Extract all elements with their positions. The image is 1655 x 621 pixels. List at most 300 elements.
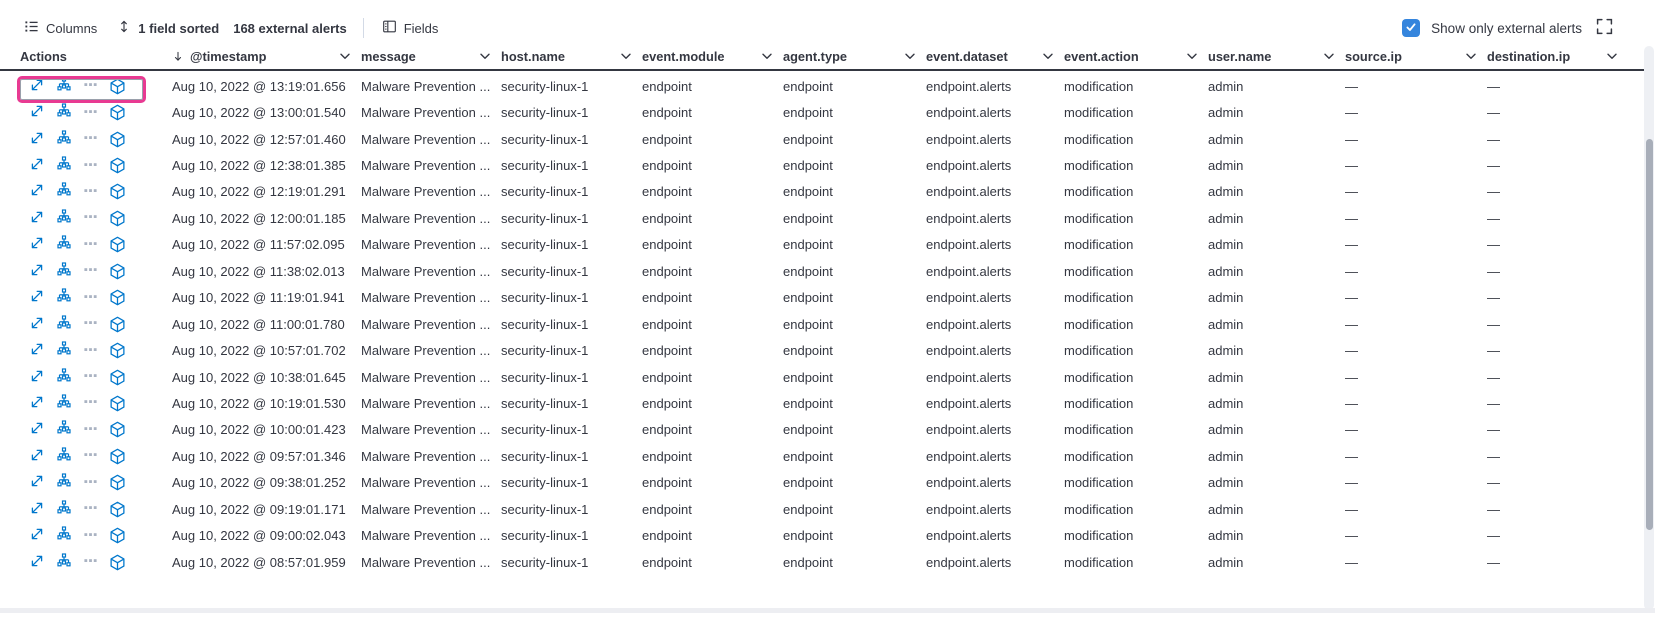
row-actions-cell [0, 526, 172, 545]
cell-event-action: modification [1064, 369, 1134, 385]
cell-event-action: modification [1064, 263, 1134, 279]
table-row [0, 258, 1644, 284]
chevron-down-icon [1043, 53, 1053, 60]
chevron-down-icon [621, 53, 631, 60]
analyze-event-button[interactable] [56, 182, 72, 201]
expand-event-button[interactable] [29, 77, 45, 96]
cell-timestamp: Aug 10, 2022 @ 11:57:02.095 [172, 237, 345, 253]
expand-icon [29, 473, 45, 492]
expand-event-button[interactable] [29, 156, 45, 175]
cell-message: Malware Prevention ... [361, 290, 491, 306]
cell-user-name: admin [1208, 395, 1244, 411]
cell-event-dataset: endpoint.alerts [926, 395, 1012, 411]
analyze-event-button[interactable] [56, 447, 72, 466]
expand-icon [29, 77, 45, 96]
cell-message: Malware Prevention ... [361, 554, 491, 570]
cell-event-dataset: endpoint.alerts [926, 475, 1012, 491]
vertical-scrollbar-thumb[interactable] [1646, 139, 1653, 530]
cell-message: Malware Prevention ... [361, 528, 491, 544]
cell-agent-type: endpoint [783, 263, 833, 279]
more-actions-button[interactable] [83, 262, 98, 280]
sort-desc-arrow-icon [172, 50, 184, 63]
column-header-timestamp[interactable] [172, 44, 361, 69]
sorted-fields-button[interactable] [117, 19, 219, 37]
analyze-event-icon [56, 473, 72, 492]
columns-button[interactable] [24, 19, 97, 37]
cell-event-dataset: endpoint.alerts [926, 184, 1012, 200]
analyze-event-icon [56, 526, 72, 545]
cell-source-ip: — [1345, 422, 1358, 438]
table-row [0, 232, 1644, 258]
fullscreen-icon [1596, 18, 1613, 38]
more-actions-icon [83, 104, 98, 122]
more-actions-button[interactable] [83, 130, 98, 148]
cell-event-action: modification [1064, 475, 1134, 491]
package-icon [109, 210, 126, 227]
cell-destination-ip: — [1487, 501, 1500, 517]
cell-timestamp: Aug 10, 2022 @ 12:00:01.185 [172, 210, 346, 226]
expand-event-button[interactable] [29, 500, 45, 519]
cell-host-name: security-linux-1 [501, 263, 589, 279]
table-row [0, 73, 1644, 99]
expand-event-button[interactable] [29, 262, 45, 281]
cell-event-module: endpoint [642, 105, 692, 121]
table-row [0, 364, 1644, 390]
cell-agent-type: endpoint [783, 290, 833, 306]
more-actions-button[interactable] [83, 104, 98, 122]
sorted-fields-label: 1 field sorted [138, 20, 220, 36]
analyze-event-button[interactable] [56, 77, 72, 96]
row-actions-cell [0, 209, 172, 228]
cell-event-dataset: endpoint.alerts [926, 210, 1012, 226]
column-header-label: agent.type [783, 49, 847, 64]
table-row [0, 390, 1644, 416]
cell-event-dataset: endpoint.alerts [926, 290, 1012, 306]
package-icon [109, 342, 126, 359]
cell-event-module: endpoint [642, 422, 692, 438]
cell-message: Malware Prevention ... [361, 343, 491, 359]
column-header-eventaction[interactable] [1064, 44, 1208, 69]
package-icon [109, 131, 126, 148]
cell-agent-type: endpoint [783, 448, 833, 464]
more-actions-button[interactable] [83, 474, 98, 492]
analyze-event-button[interactable] [56, 130, 72, 149]
more-actions-icon [83, 421, 98, 439]
cell-user-name: admin [1208, 316, 1244, 332]
cell-source-ip: — [1345, 316, 1358, 332]
cell-event-action: modification [1064, 316, 1134, 332]
list-icon [24, 19, 39, 37]
cell-user-name: admin [1208, 422, 1244, 438]
cell-user-name: admin [1208, 369, 1244, 385]
package-icon [109, 316, 126, 333]
expand-icon [29, 447, 45, 466]
show-only-external-alerts-checkbox[interactable] [1402, 19, 1420, 37]
cell-event-module: endpoint [642, 263, 692, 279]
analyze-event-icon [56, 420, 72, 439]
cell-source-ip: — [1345, 78, 1358, 94]
table-row [0, 522, 1644, 548]
cell-user-name: admin [1208, 263, 1244, 279]
cell-event-dataset: endpoint.alerts [926, 343, 1012, 359]
cell-host-name: security-linux-1 [501, 448, 589, 464]
more-actions-button[interactable] [83, 77, 98, 95]
cell-message: Malware Prevention ... [361, 316, 491, 332]
column-header-username[interactable] [1208, 44, 1345, 69]
more-actions-icon [83, 236, 98, 254]
expand-icon [29, 500, 45, 519]
cell-timestamp: Aug 10, 2022 @ 13:00:01.540 [172, 105, 346, 121]
chevron-down-icon [1187, 53, 1197, 60]
table-row [0, 417, 1644, 443]
expand-icon [29, 341, 45, 360]
more-actions-button[interactable] [83, 421, 98, 439]
cell-host-name: security-linux-1 [501, 105, 589, 121]
cell-destination-ip: — [1487, 316, 1500, 332]
analyze-event-icon [56, 103, 72, 122]
column-header-eventmodule[interactable] [642, 44, 783, 69]
cell-destination-ip: — [1487, 210, 1500, 226]
expand-event-button[interactable] [29, 394, 45, 413]
chevron-down-icon [1324, 53, 1334, 60]
column-header-sourceip[interactable] [1345, 44, 1487, 69]
cell-host-name: security-linux-1 [501, 210, 589, 226]
cell-agent-type: endpoint [783, 422, 833, 438]
expand-event-button[interactable] [29, 420, 45, 439]
package-icon [109, 236, 126, 253]
expand-icon [29, 262, 45, 281]
cell-agent-type: endpoint [783, 501, 833, 517]
expand-event-button[interactable] [29, 315, 45, 334]
more-actions-button[interactable] [83, 236, 98, 254]
cell-destination-ip: — [1487, 78, 1500, 94]
cell-timestamp: Aug 10, 2022 @ 10:00:01.423 [172, 422, 346, 438]
show-only-external-alerts-label: Show only external alerts [1431, 20, 1582, 36]
row-actions-cell [0, 288, 172, 307]
more-actions-icon [83, 394, 98, 412]
chevron-down-icon [905, 53, 915, 60]
cell-destination-ip: — [1487, 105, 1500, 121]
cell-event-module: endpoint [642, 448, 692, 464]
cell-event-dataset: endpoint.alerts [926, 78, 1012, 94]
table-fields-icon [382, 19, 397, 37]
cell-event-dataset: endpoint.alerts [926, 369, 1012, 385]
cell-user-name: admin [1208, 290, 1244, 306]
cell-event-module: endpoint [642, 184, 692, 200]
cell-event-action: modification [1064, 158, 1134, 174]
column-header-label: source.ip [1345, 49, 1402, 64]
cell-agent-type: endpoint [783, 237, 833, 253]
column-header-agenttype[interactable] [783, 44, 926, 69]
cell-host-name: security-linux-1 [501, 554, 589, 570]
cell-agent-type: endpoint [783, 475, 833, 491]
cell-user-name: admin [1208, 105, 1244, 121]
row-actions-cell [0, 103, 172, 122]
cell-timestamp: Aug 10, 2022 @ 09:00:02.043 [172, 528, 346, 544]
column-header-actions [0, 44, 172, 69]
analyze-event-button[interactable] [56, 288, 72, 307]
cell-message: Malware Prevention ... [361, 237, 491, 253]
vertical-scrollbar-track[interactable] [1644, 46, 1654, 610]
more-actions-button[interactable] [83, 342, 98, 360]
expand-icon [29, 394, 45, 413]
more-actions-button[interactable] [83, 183, 98, 201]
analyze-event-button[interactable] [56, 209, 72, 228]
expand-icon [29, 315, 45, 334]
more-actions-button[interactable] [83, 500, 98, 518]
column-header-label: event.action [1064, 49, 1139, 64]
cell-user-name: admin [1208, 528, 1244, 544]
more-actions-icon [83, 500, 98, 518]
row-actions-cell [0, 315, 172, 334]
analyze-event-icon [56, 130, 72, 149]
row-actions-cell [0, 182, 172, 201]
cell-message: Malware Prevention ... [361, 501, 491, 517]
package-icon [109, 527, 126, 544]
cell-timestamp: Aug 10, 2022 @ 12:38:01.385 [172, 158, 346, 174]
analyze-event-button[interactable] [56, 103, 72, 122]
expand-icon [29, 420, 45, 439]
cell-timestamp: Aug 10, 2022 @ 09:57:01.346 [172, 448, 346, 464]
fullscreen-button[interactable] [1596, 18, 1613, 38]
more-actions-icon [83, 289, 98, 307]
cell-timestamp: Aug 10, 2022 @ 10:19:01.530 [172, 395, 346, 411]
column-header-label: event.module [642, 49, 725, 64]
cell-destination-ip: — [1487, 395, 1500, 411]
cell-source-ip: — [1345, 501, 1358, 517]
cell-host-name: security-linux-1 [501, 528, 589, 544]
cell-event-action: modification [1064, 290, 1134, 306]
cell-user-name: admin [1208, 554, 1244, 570]
column-header-hostname[interactable] [501, 44, 642, 69]
cell-user-name: admin [1208, 210, 1244, 226]
cell-message: Malware Prevention ... [361, 475, 491, 491]
analyze-event-button[interactable] [56, 341, 72, 360]
cell-user-name: admin [1208, 448, 1244, 464]
cell-event-module: endpoint [642, 501, 692, 517]
chevron-down-icon [1466, 53, 1476, 60]
package-icon [109, 421, 126, 438]
cell-message: Malware Prevention ... [361, 158, 491, 174]
cell-source-ip: — [1345, 369, 1358, 385]
cell-host-name: security-linux-1 [501, 422, 589, 438]
analyze-event-button[interactable] [56, 394, 72, 413]
package-icon [109, 263, 126, 280]
cell-destination-ip: — [1487, 184, 1500, 200]
column-header-label: user.name [1208, 49, 1272, 64]
analyze-event-icon [56, 368, 72, 387]
cell-destination-ip: — [1487, 369, 1500, 385]
expand-icon [29, 209, 45, 228]
expand-icon [29, 103, 45, 122]
package-icon [109, 78, 126, 95]
cell-event-dataset: endpoint.alerts [926, 263, 1012, 279]
row-actions-cell [0, 77, 172, 96]
cell-agent-type: endpoint [783, 105, 833, 121]
expand-icon [29, 182, 45, 201]
row-actions-cell [0, 553, 172, 572]
analyze-event-button[interactable] [56, 235, 72, 254]
cell-message: Malware Prevention ... [361, 448, 491, 464]
more-actions-button[interactable] [83, 447, 98, 465]
analyze-event-icon [56, 447, 72, 466]
analyze-event-button[interactable] [56, 315, 72, 334]
cell-user-name: admin [1208, 131, 1244, 147]
cell-timestamp: Aug 10, 2022 @ 11:19:01.941 [172, 290, 345, 306]
analyze-event-icon [56, 500, 72, 519]
cell-source-ip: — [1345, 105, 1358, 121]
cell-timestamp: Aug 10, 2022 @ 09:38:01.252 [172, 475, 346, 491]
cell-source-ip: — [1345, 290, 1358, 306]
cell-agent-type: endpoint [783, 184, 833, 200]
analyze-event-icon [56, 288, 72, 307]
cell-agent-type: endpoint [783, 131, 833, 147]
expand-icon [29, 156, 45, 175]
more-actions-icon [83, 342, 98, 360]
column-header-destinationip[interactable] [1487, 44, 1628, 69]
more-actions-button[interactable] [83, 394, 98, 412]
cell-event-action: modification [1064, 210, 1134, 226]
analyze-event-button[interactable] [56, 262, 72, 281]
expand-icon [29, 130, 45, 149]
cell-event-dataset: endpoint.alerts [926, 448, 1012, 464]
expand-event-button[interactable] [29, 341, 45, 360]
columns-button-label: Columns [46, 20, 98, 36]
expand-event-button[interactable] [29, 209, 45, 228]
more-actions-button[interactable] [83, 553, 98, 571]
cell-host-name: security-linux-1 [501, 316, 589, 332]
cell-user-name: admin [1208, 237, 1244, 253]
analyze-event-icon [56, 182, 72, 201]
expand-event-button[interactable] [29, 368, 45, 387]
expand-icon [29, 526, 45, 545]
more-actions-button[interactable] [83, 157, 98, 175]
more-actions-icon [83, 157, 98, 175]
analyze-event-button[interactable] [56, 368, 72, 387]
cell-host-name: security-linux-1 [501, 131, 589, 147]
column-header-label: host.name [501, 49, 565, 64]
table-header-row [0, 44, 1644, 71]
more-actions-button[interactable] [83, 289, 98, 307]
cell-timestamp: Aug 10, 2022 @ 09:19:01.171 [172, 501, 346, 517]
cell-agent-type: endpoint [783, 210, 833, 226]
cell-host-name: security-linux-1 [501, 290, 589, 306]
cell-event-module: endpoint [642, 290, 692, 306]
table-row [0, 179, 1644, 205]
column-header-label: @timestamp [190, 49, 267, 64]
table-row [0, 337, 1644, 363]
cell-user-name: admin [1208, 475, 1244, 491]
table-row [0, 470, 1644, 496]
grid-toolbar [24, 14, 1613, 42]
cell-destination-ip: — [1487, 263, 1500, 279]
cell-destination-ip: — [1487, 528, 1500, 544]
cell-event-action: modification [1064, 554, 1134, 570]
analyze-event-button[interactable] [56, 156, 72, 175]
cell-agent-type: endpoint [783, 316, 833, 332]
column-header-message[interactable] [361, 44, 501, 69]
cell-event-module: endpoint [642, 343, 692, 359]
column-header-eventdataset[interactable] [926, 44, 1064, 69]
analyze-event-button[interactable] [56, 553, 72, 572]
table-rows [0, 73, 1644, 575]
table-row [0, 126, 1644, 152]
column-header-label: message [361, 49, 416, 64]
cell-event-action: modification [1064, 448, 1134, 464]
expand-event-button[interactable] [29, 288, 45, 307]
cell-timestamp: Aug 10, 2022 @ 10:57:01.702 [172, 343, 346, 359]
row-actions-cell [0, 156, 172, 175]
package-icon [109, 448, 126, 465]
cell-host-name: security-linux-1 [501, 395, 589, 411]
cell-user-name: admin [1208, 184, 1244, 200]
package-icon [109, 395, 126, 412]
cell-event-module: endpoint [642, 528, 692, 544]
analyze-event-icon [56, 315, 72, 334]
analyze-event-button[interactable] [56, 473, 72, 492]
expand-event-button[interactable] [29, 182, 45, 201]
more-actions-icon [83, 315, 98, 333]
cell-event-dataset: endpoint.alerts [926, 316, 1012, 332]
cell-timestamp: Aug 10, 2022 @ 08:57:01.959 [172, 554, 346, 570]
analyze-event-icon [56, 341, 72, 360]
more-actions-icon [83, 262, 98, 280]
cell-event-dataset: endpoint.alerts [926, 554, 1012, 570]
row-actions-cell [0, 473, 172, 492]
expand-icon [29, 235, 45, 254]
cell-host-name: security-linux-1 [501, 343, 589, 359]
fields-button[interactable] [382, 19, 439, 37]
expand-event-button[interactable] [29, 526, 45, 545]
cell-event-action: modification [1064, 105, 1134, 121]
analyze-event-icon [56, 262, 72, 281]
more-actions-icon [83, 474, 98, 492]
expand-event-button[interactable] [29, 473, 45, 492]
more-actions-button[interactable] [83, 368, 98, 386]
expand-event-button[interactable] [29, 235, 45, 254]
cell-agent-type: endpoint [783, 369, 833, 385]
expand-event-button[interactable] [29, 103, 45, 122]
more-actions-button[interactable] [83, 527, 98, 545]
analyze-event-button[interactable] [56, 526, 72, 545]
table-row [0, 549, 1644, 575]
cell-source-ip: — [1345, 210, 1358, 226]
cell-timestamp: Aug 10, 2022 @ 13:19:01.656 [172, 78, 346, 94]
more-actions-button[interactable] [83, 209, 98, 227]
cell-user-name: admin [1208, 78, 1244, 94]
expand-event-button[interactable] [29, 553, 45, 572]
cell-timestamp: Aug 10, 2022 @ 11:00:01.780 [172, 316, 345, 332]
cell-message: Malware Prevention ... [361, 184, 491, 200]
cell-event-dataset: endpoint.alerts [926, 528, 1012, 544]
analyze-event-button[interactable] [56, 500, 72, 519]
cell-event-action: modification [1064, 501, 1134, 517]
expand-event-button[interactable] [29, 447, 45, 466]
analyze-event-icon [56, 77, 72, 96]
expand-event-button[interactable] [29, 130, 45, 149]
more-actions-button[interactable] [83, 315, 98, 333]
cell-event-module: endpoint [642, 78, 692, 94]
more-actions-icon [83, 130, 98, 148]
analyze-event-button[interactable] [56, 420, 72, 439]
package-icon [109, 183, 126, 200]
package-icon [109, 554, 126, 571]
cell-event-dataset: endpoint.alerts [926, 422, 1012, 438]
cell-source-ip: — [1345, 395, 1358, 411]
row-actions-cell [0, 420, 172, 439]
package-icon [109, 474, 126, 491]
cell-agent-type: endpoint [783, 78, 833, 94]
